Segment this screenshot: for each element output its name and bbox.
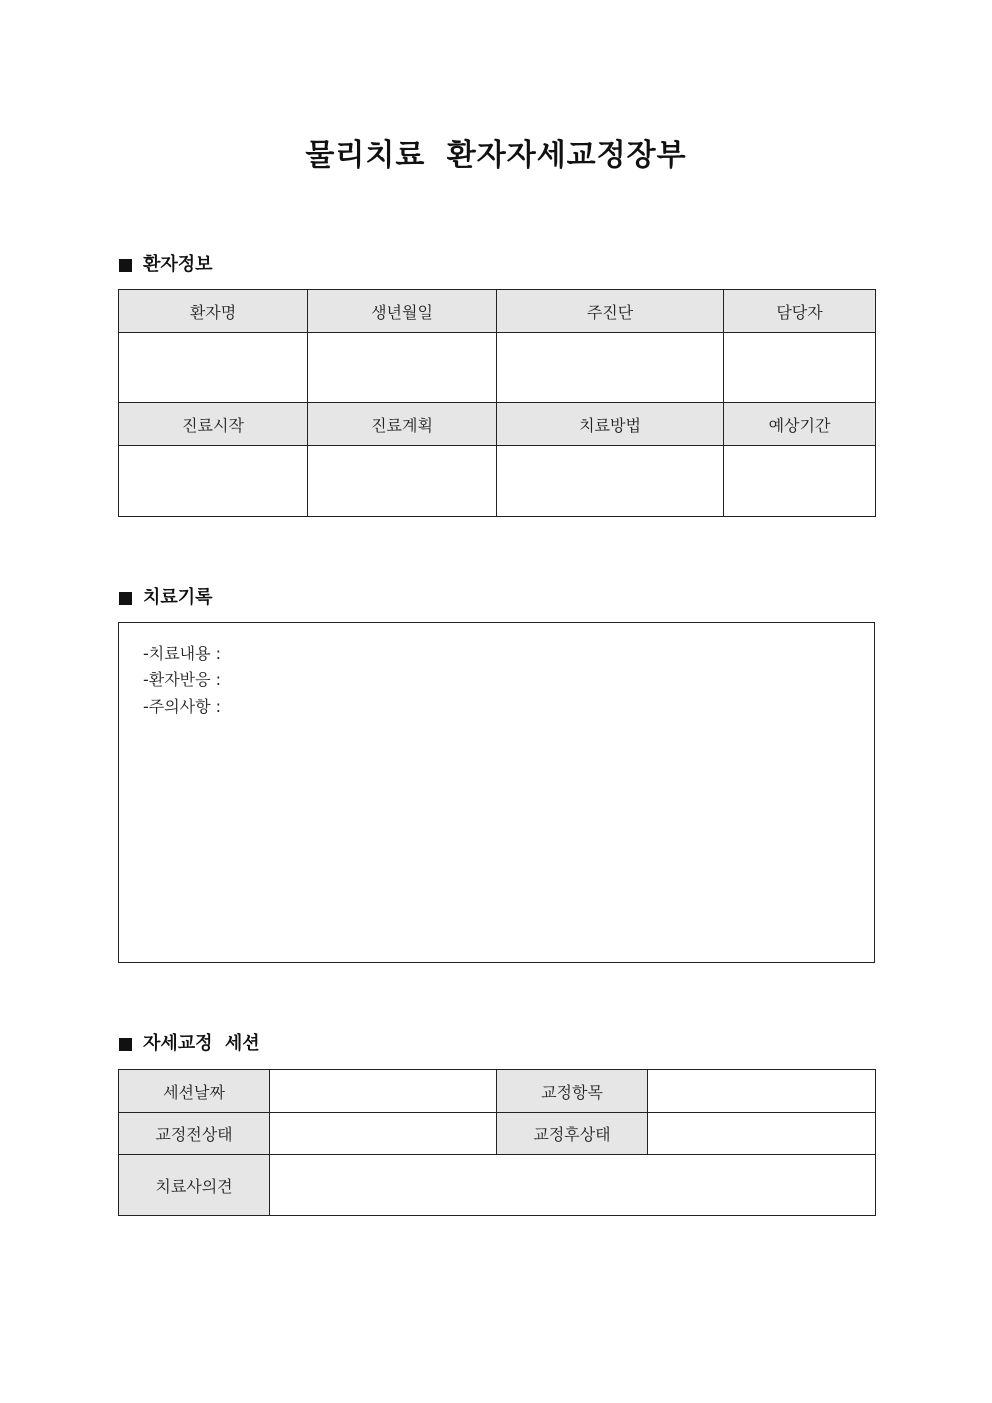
table-row xyxy=(119,1113,876,1155)
section-heading-posture-session xyxy=(119,1032,260,1056)
table-row xyxy=(119,1155,876,1216)
main-diagnosis-field[interactable] xyxy=(497,333,724,403)
table-row xyxy=(119,333,876,403)
record-line-precautions: -주의사항 : xyxy=(143,697,222,716)
expected-period-field[interactable] xyxy=(724,446,876,517)
table-row xyxy=(119,446,876,517)
before-state-field[interactable] xyxy=(270,1113,497,1155)
posture-session-table xyxy=(118,1069,876,1216)
header-treatment-start: 진료시작 xyxy=(119,403,308,446)
header-patient-name: 환자명 xyxy=(119,290,308,333)
header-expected-period: 예상기간 xyxy=(724,403,876,446)
square-bullet-icon xyxy=(119,259,132,272)
page-title: 물리치료 환자자세교정장부 xyxy=(305,138,687,173)
label-before-state: 교정전상태 xyxy=(119,1113,270,1155)
treatment-method-field[interactable] xyxy=(497,446,724,517)
header-main-diagnosis: 주진단 xyxy=(497,290,724,333)
header-treatment-method: 치료방법 xyxy=(497,403,724,446)
treatment-record-box[interactable] xyxy=(118,622,875,963)
correction-item-field[interactable] xyxy=(648,1070,876,1113)
section-heading-label: 치료기록 xyxy=(143,587,213,608)
treatment-plan-field[interactable] xyxy=(308,446,497,517)
record-line-treatment-content: -치료내용 : xyxy=(143,644,222,663)
header-staff-in-charge: 담당자 xyxy=(724,290,876,333)
label-correction-item: 교정항목 xyxy=(497,1070,648,1113)
header-birth-date: 생년월일 xyxy=(308,290,497,333)
birth-date-field[interactable] xyxy=(308,333,497,403)
label-after-state: 교정후상태 xyxy=(497,1113,648,1155)
table-row xyxy=(119,1070,876,1113)
square-bullet-icon xyxy=(119,592,132,605)
therapist-opinion-field[interactable] xyxy=(270,1155,876,1216)
after-state-field[interactable] xyxy=(648,1113,876,1155)
section-heading-label: 자세교정 세션 xyxy=(143,1033,260,1054)
table-header-row xyxy=(119,403,876,446)
section-heading-label: 환자정보 xyxy=(143,254,213,275)
staff-in-charge-field[interactable] xyxy=(724,333,876,403)
header-treatment-plan: 진료계획 xyxy=(308,403,497,446)
label-session-date: 세션날짜 xyxy=(119,1070,270,1113)
patient-name-field[interactable] xyxy=(119,333,308,403)
record-line-patient-response: -환자반응 : xyxy=(143,670,222,689)
session-date-field[interactable] xyxy=(270,1070,497,1113)
section-heading-treatment-record xyxy=(119,586,213,610)
patient-info-table xyxy=(118,289,876,517)
square-bullet-icon xyxy=(119,1038,132,1051)
section-heading-patient-info xyxy=(119,253,213,277)
label-therapist-opinion: 치료사의견 xyxy=(119,1155,270,1216)
table-header-row xyxy=(119,290,876,333)
treatment-start-field[interactable] xyxy=(119,446,308,517)
